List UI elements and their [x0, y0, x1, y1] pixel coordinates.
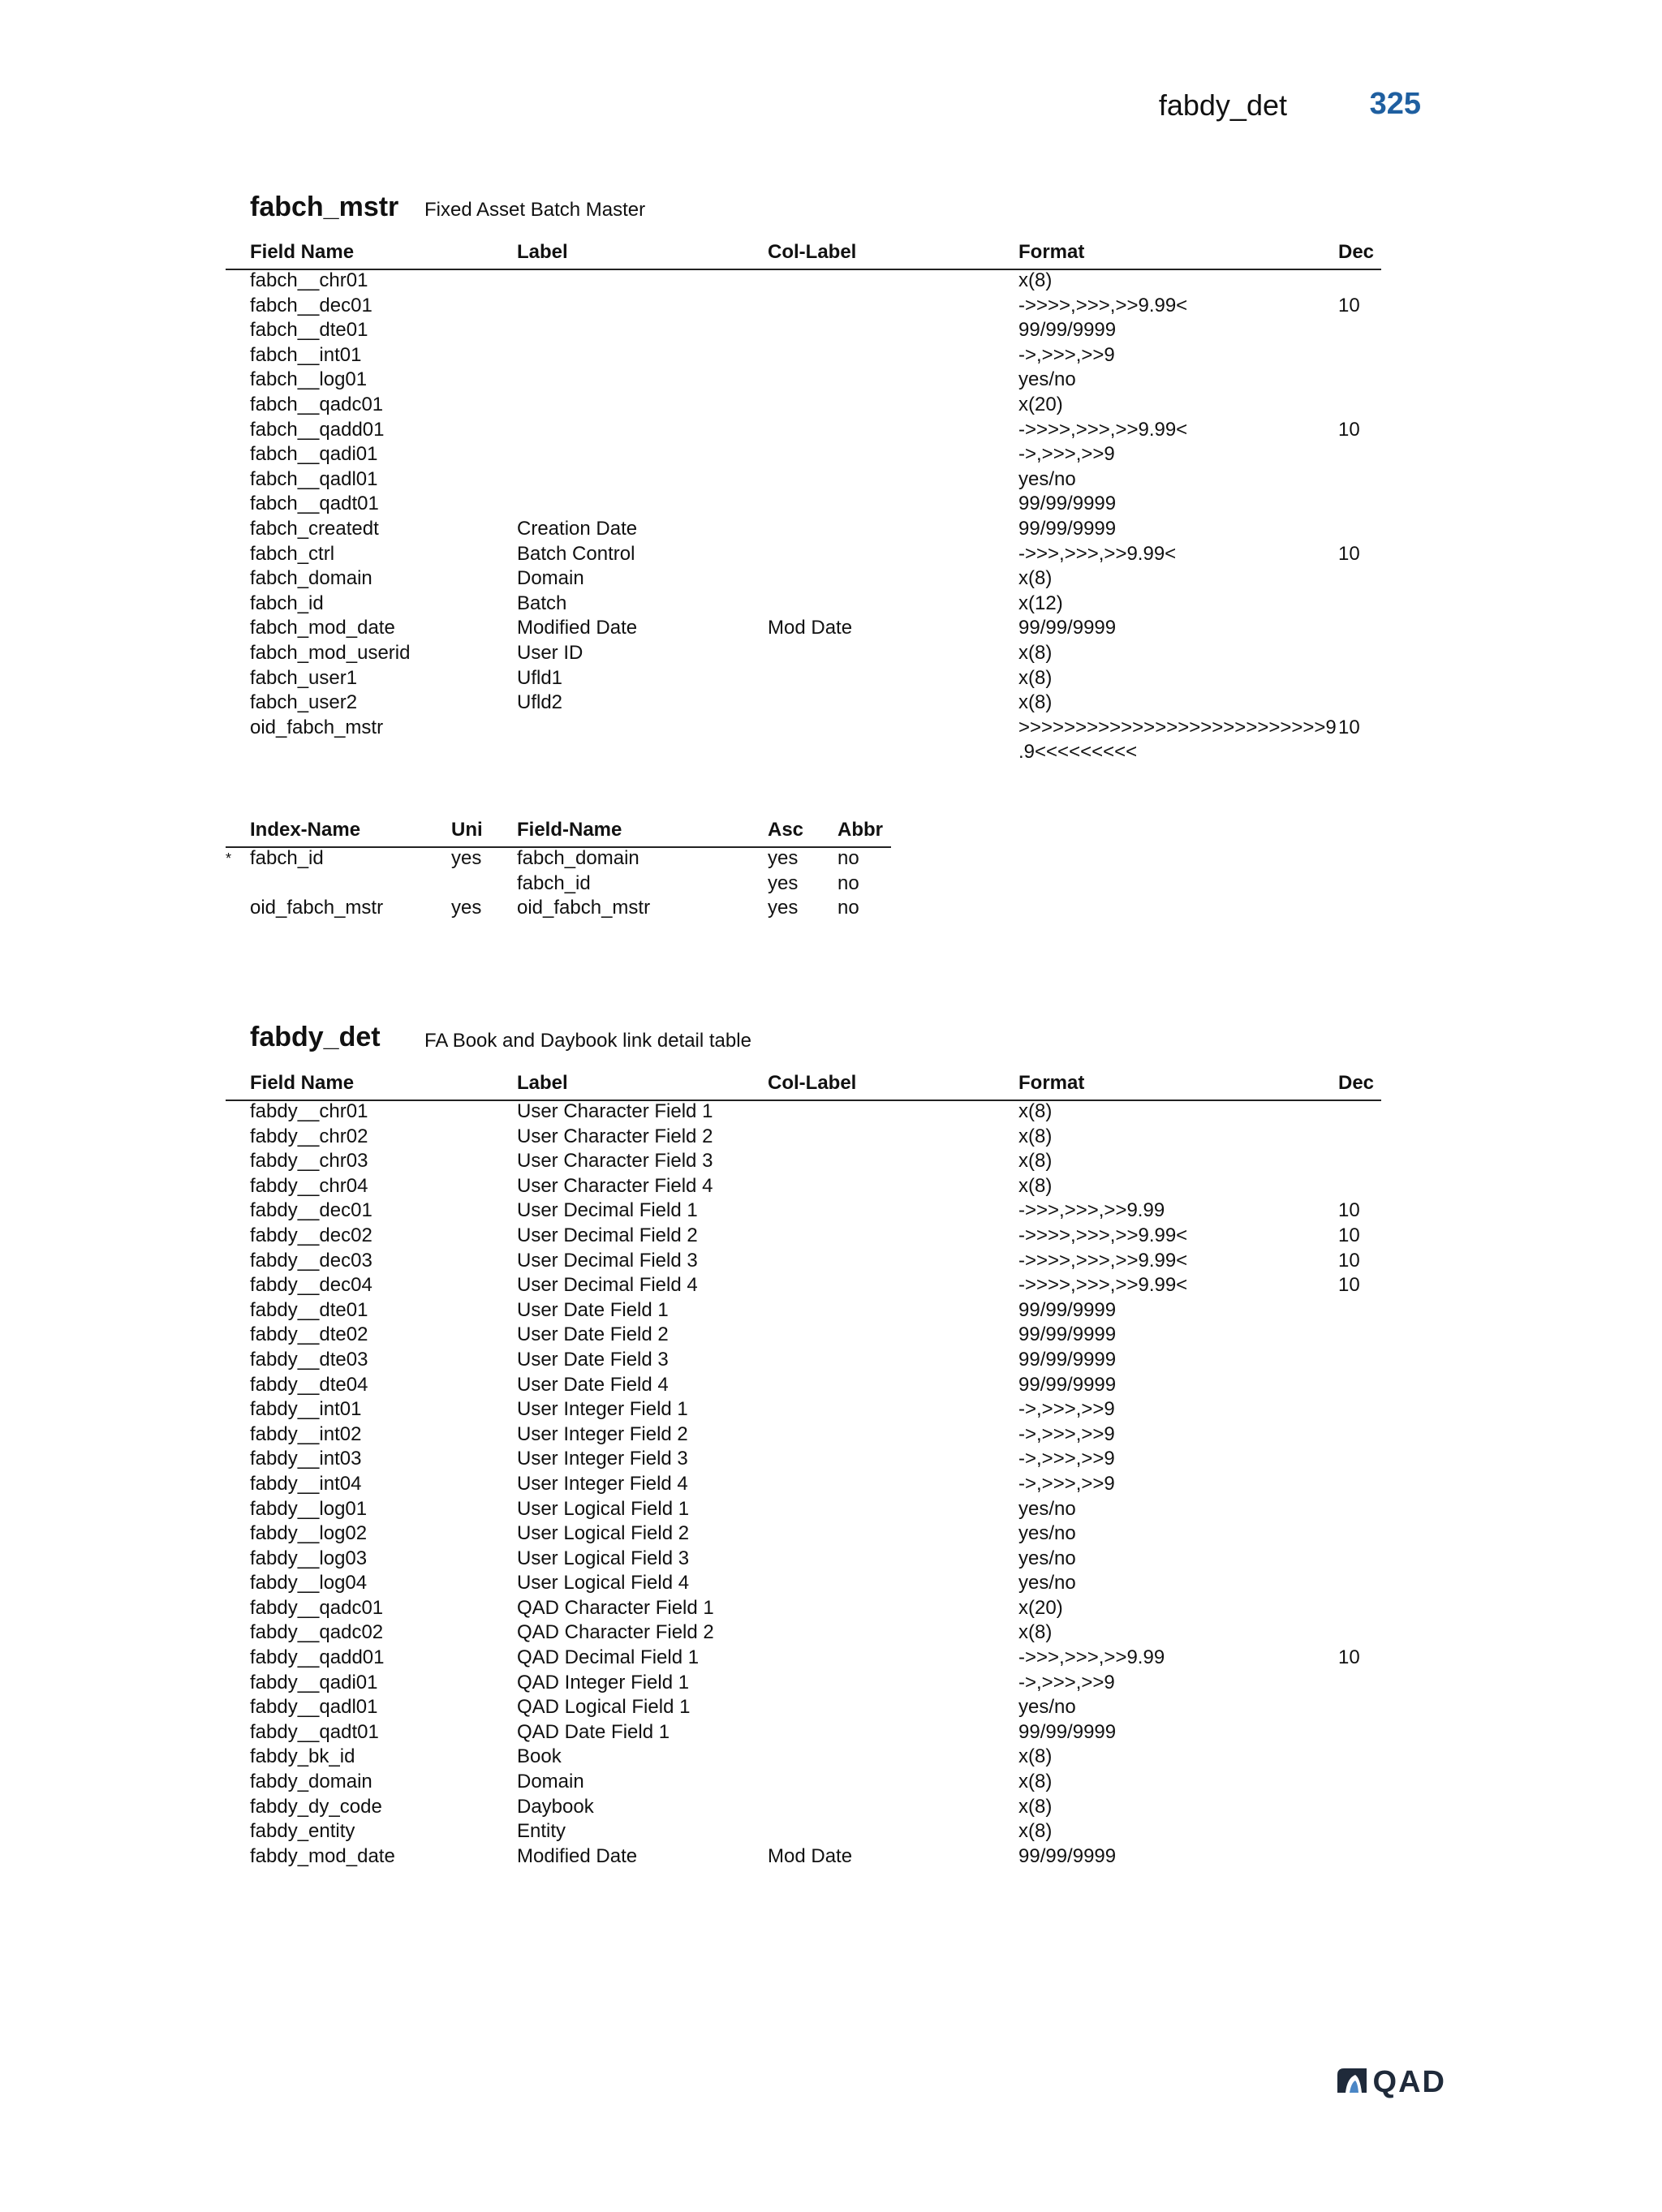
cell-format: x(8)	[1018, 1125, 1053, 1147]
cell-field-name: fabdy_dy_code	[250, 1795, 382, 1818]
table-row	[226, 716, 1381, 765]
cell-field-name: fabdy_mod_date	[250, 1844, 395, 1867]
cell-format: x(8)	[1018, 1795, 1053, 1818]
table-row	[226, 542, 1381, 567]
cell-field-name: fabch__qadi01	[250, 443, 378, 466]
qad-logo-text: QAD	[1372, 2065, 1446, 2099]
table-row	[226, 1199, 1381, 1224]
cell-format: x(8)	[1018, 1174, 1053, 1197]
table-row	[226, 1447, 1381, 1472]
running-header-title: fabdy_det	[1158, 88, 1287, 122]
cell-label: User Integer Field 4	[517, 1472, 688, 1495]
cell-format: x(8)	[1018, 1745, 1053, 1768]
cell-dec: 10	[1338, 418, 1360, 441]
cell-format: 99/99/9999	[1018, 1373, 1117, 1396]
cell-format: ->>>>,>>>,>>9.99<	[1018, 418, 1188, 441]
cell-label: User Decimal Field 3	[517, 1249, 698, 1272]
cell-label: Domain	[517, 1771, 584, 1793]
cell-label: Domain	[517, 567, 584, 590]
cell-label: User Date Field 4	[517, 1373, 669, 1396]
table-row	[226, 1273, 1381, 1298]
table-row	[226, 566, 1381, 592]
cell-field-name: fabdy_bk_id	[250, 1745, 355, 1768]
col-format: Format	[1018, 241, 1085, 263]
cell-label: User Character Field 1	[517, 1100, 713, 1122]
table-row	[226, 1646, 1381, 1671]
col-format: Format	[1018, 1072, 1085, 1094]
fields-table-header	[226, 1072, 1381, 1096]
cell-format: ->,>>>,>>9	[1018, 343, 1115, 366]
col-dec: Dec	[1338, 241, 1375, 263]
cell-label: QAD Integer Field 1	[517, 1671, 690, 1693]
cell-format: ->>>,>>>,>>9.99<	[1018, 542, 1177, 565]
qad-logo-icon	[1336, 2067, 1368, 2098]
cell-field-name: fabch_domain	[250, 567, 372, 590]
cell-format-continued: .9<<<<<<<<<	[1018, 741, 1138, 764]
table-row	[226, 393, 1381, 418]
cell-field-name: fabdy__qadd01	[250, 1646, 385, 1669]
cell-format: x(8)	[1018, 666, 1053, 689]
cell-format: ->,>>>,>>9	[1018, 443, 1115, 466]
cell-field-name: fabdy__log01	[250, 1497, 368, 1520]
cell-label: User Integer Field 1	[517, 1398, 688, 1421]
cell-label: User Date Field 3	[517, 1348, 669, 1371]
table-row	[226, 592, 1381, 617]
col-field-name: Field-Name	[517, 819, 622, 841]
cell-field-name: fabdy__chr03	[250, 1150, 368, 1173]
cell-format: yes/no	[1018, 1572, 1076, 1594]
cell-field-name: fabdy__dte04	[250, 1373, 368, 1396]
cell-label: User Decimal Field 4	[517, 1274, 698, 1297]
table-title-fabdy-det: fabdy_det	[250, 1022, 381, 1052]
cell-col-label: Mod Date	[768, 617, 853, 639]
table-row	[226, 492, 1381, 517]
cell-label: User Integer Field 3	[517, 1448, 688, 1470]
cell-format: 99/99/9999	[1018, 617, 1117, 639]
table-description-fabdy-det: FA Book and Daybook link detail table	[424, 1030, 751, 1052]
table-row	[226, 666, 1381, 691]
table-row	[226, 1819, 1381, 1844]
table-row	[226, 1100, 1381, 1125]
table-row	[226, 1596, 1381, 1621]
cell-field-name: fabch__qadc01	[250, 393, 384, 415]
cell-format: ->,>>>,>>9	[1018, 1472, 1115, 1495]
cell-format: x(8)	[1018, 1621, 1053, 1644]
cell-field-name: fabch__qadt01	[250, 493, 379, 515]
cell-asc: yes	[768, 897, 799, 919]
col-label: Label	[517, 241, 568, 263]
table-row	[226, 1323, 1381, 1348]
cell-format: ->>>>,>>>,>>9.99<	[1018, 1274, 1188, 1297]
cell-format: 99/99/9999	[1018, 1720, 1117, 1743]
cell-label: User Decimal Field 1	[517, 1199, 698, 1222]
cell-index-name: oid_fabch_mstr	[250, 897, 384, 919]
cell-label: User Logical Field 1	[517, 1497, 690, 1520]
table-row	[226, 1422, 1381, 1448]
cell-format: 99/99/9999	[1018, 493, 1117, 515]
cell-format: ->,>>>,>>9	[1018, 1398, 1115, 1421]
col-col-label: Col-Label	[768, 241, 857, 263]
table-row	[226, 1745, 1381, 1770]
cell-index-name: fabch_id	[250, 847, 324, 869]
cell-abbr: no	[837, 871, 859, 894]
table-title-fabch-mstr: fabch_mstr	[250, 192, 399, 222]
cell-field-name: fabdy__int04	[250, 1472, 362, 1495]
cell-format: ->,>>>,>>9	[1018, 1671, 1115, 1693]
cell-field-name: fabdy__qadl01	[250, 1696, 378, 1719]
cell-field-name: fabch__qadd01	[250, 418, 385, 441]
table-row	[226, 1770, 1381, 1795]
cell-format: x(12)	[1018, 592, 1063, 614]
cell-field-name: fabch__chr01	[250, 269, 368, 291]
cell-field-name: fabdy__int01	[250, 1398, 362, 1421]
fields-table-fabdy-det	[226, 1072, 1381, 1866]
cell-dec: 10	[1338, 294, 1360, 316]
cell-field-name: fabch__dec01	[250, 294, 372, 316]
col-dec: Dec	[1338, 1072, 1375, 1094]
cell-format: x(8)	[1018, 691, 1053, 714]
index-table-body	[226, 846, 891, 921]
fields-table-fabch-mstr	[226, 241, 1381, 762]
cell-field-name: fabdy__log03	[250, 1547, 368, 1569]
cell-field-name: fabch_user1	[250, 666, 358, 689]
table-row	[226, 1224, 1381, 1249]
cell-format: x(8)	[1018, 641, 1053, 664]
cell-label: User Logical Field 2	[517, 1522, 690, 1545]
cell-dec: 10	[1338, 1274, 1360, 1297]
cell-format: x(20)	[1018, 1596, 1063, 1619]
table-row	[226, 1795, 1381, 1820]
cell-field-name: fabdy_domain	[250, 1771, 372, 1793]
cell-dec: 10	[1338, 542, 1360, 565]
cell-dec: 10	[1338, 1224, 1360, 1246]
table-row	[226, 1125, 1381, 1150]
cell-field-name: fabdy__chr01	[250, 1100, 368, 1122]
table-row	[226, 1348, 1381, 1373]
cell-label: User Character Field 3	[517, 1150, 713, 1173]
cell-format: yes/no	[1018, 368, 1076, 391]
table-row	[226, 1720, 1381, 1745]
table-row	[226, 641, 1381, 666]
index-row	[226, 846, 891, 871]
index-table-header	[226, 819, 891, 843]
col-index-name: Index-Name	[250, 819, 361, 841]
col-label: Label	[517, 1072, 568, 1094]
cell-format: yes/no	[1018, 1522, 1076, 1545]
cell-label: User Character Field 2	[517, 1125, 713, 1147]
cell-format: x(8)	[1018, 1150, 1053, 1173]
cell-format: yes/no	[1018, 1497, 1076, 1520]
col-uni: Uni	[451, 819, 483, 841]
cell-label: Daybook	[517, 1795, 594, 1818]
cell-format: ->>>>,>>>,>>9.99<	[1018, 1224, 1188, 1246]
cell-asc: yes	[768, 847, 799, 869]
cell-format: x(8)	[1018, 269, 1053, 291]
cell-field-name: fabdy__qadc01	[250, 1596, 384, 1619]
table-row	[226, 1149, 1381, 1174]
cell-format: ->>>,>>>,>>9.99	[1018, 1199, 1165, 1222]
cell-field-name: fabdy__chr02	[250, 1125, 368, 1147]
cell-field-name: fabch__dte01	[250, 319, 368, 342]
cell-field-name: fabch_user2	[250, 691, 358, 714]
cell-field-name: oid_fabch_mstr	[250, 716, 384, 738]
cell-dec: 10	[1338, 716, 1360, 738]
table-row	[226, 467, 1381, 493]
table-row	[226, 517, 1381, 542]
cell-label: Batch Control	[517, 542, 635, 565]
table-row	[226, 343, 1381, 368]
cell-uni: yes	[451, 847, 482, 869]
fields-table-body	[226, 269, 1381, 765]
table-row	[226, 442, 1381, 467]
cell-label: Modified Date	[517, 617, 638, 639]
col-asc: Asc	[768, 819, 804, 841]
cell-field-name: fabdy__int03	[250, 1448, 362, 1470]
table-row	[226, 1174, 1381, 1199]
cell-field-name: fabdy__dte03	[250, 1348, 368, 1371]
table-row	[226, 269, 1381, 294]
col-field-name: Field Name	[250, 1072, 355, 1094]
cell-field-name: fabch__log01	[250, 368, 368, 391]
cell-label: User Decimal Field 2	[517, 1224, 698, 1246]
cell-label: Ufld1	[517, 666, 563, 689]
table-row	[226, 1249, 1381, 1274]
cell-label: QAD Character Field 2	[517, 1621, 714, 1644]
table-row	[226, 1472, 1381, 1497]
cell-format: x(8)	[1018, 567, 1053, 590]
qad-logo	[1336, 2065, 1446, 2100]
cell-format: 99/99/9999	[1018, 1348, 1117, 1371]
table-row	[226, 1571, 1381, 1596]
cell-label: Creation Date	[517, 517, 638, 540]
cell-field-name: fabdy_entity	[250, 1820, 355, 1843]
cell-label: User Integer Field 2	[517, 1422, 688, 1445]
cell-format: x(20)	[1018, 393, 1063, 415]
cell-field-name: fabch__int01	[250, 343, 362, 366]
cell-format: ->>>>,>>>,>>9.99<	[1018, 1249, 1188, 1272]
cell-field-name: fabdy__int02	[250, 1422, 362, 1445]
fields-table-body	[226, 1100, 1381, 1869]
cell-field-name: fabdy__log04	[250, 1572, 368, 1594]
cell-label: QAD Logical Field 1	[517, 1696, 691, 1719]
table-row	[226, 691, 1381, 716]
index-row	[226, 896, 891, 921]
table-row	[226, 1671, 1381, 1696]
col-col-label: Col-Label	[768, 1072, 857, 1094]
index-row	[226, 871, 891, 897]
cell-label: User ID	[517, 641, 583, 664]
table-row	[226, 1497, 1381, 1522]
cell-format: ->>>,>>>,>>9.99	[1018, 1646, 1165, 1669]
cell-abbr: no	[837, 897, 859, 919]
cell-label: Ufld2	[517, 691, 563, 714]
cell-format: ->,>>>,>>9	[1018, 1422, 1115, 1445]
table-row	[226, 1397, 1381, 1422]
cell-format: 99/99/9999	[1018, 517, 1117, 540]
table-row	[226, 368, 1381, 393]
cell-uni: yes	[451, 897, 482, 919]
primary-index-marker: *	[226, 850, 232, 867]
table-row	[226, 616, 1381, 641]
cell-format: 99/99/9999	[1018, 1844, 1117, 1867]
cell-format: x(8)	[1018, 1771, 1053, 1793]
table-row	[226, 294, 1381, 319]
cell-label: Book	[517, 1745, 562, 1768]
index-table-fabch-mstr	[226, 819, 891, 918]
cell-label: User Date Field 2	[517, 1323, 669, 1346]
fields-table-header	[226, 241, 1381, 265]
cell-label: User Logical Field 3	[517, 1547, 690, 1569]
cell-abbr: no	[837, 847, 859, 869]
cell-format: 99/99/9999	[1018, 319, 1117, 342]
cell-format: 99/99/9999	[1018, 1298, 1117, 1321]
cell-label: User Logical Field 4	[517, 1572, 690, 1594]
cell-field-name: fabdy__qadc02	[250, 1621, 384, 1644]
cell-format: x(8)	[1018, 1100, 1053, 1122]
table-row	[226, 1695, 1381, 1720]
cell-label: Modified Date	[517, 1844, 638, 1867]
cell-field-name: fabch_domain	[517, 847, 639, 869]
cell-field-name: fabch_ctrl	[250, 542, 335, 565]
table-row	[226, 318, 1381, 343]
cell-field-name: fabch__qadl01	[250, 467, 378, 490]
cell-field-name: fabdy__dec02	[250, 1224, 372, 1246]
table-row	[226, 1620, 1381, 1646]
cell-label: Entity	[517, 1820, 566, 1843]
cell-field-name: fabch_id	[250, 592, 324, 614]
cell-label: User Date Field 1	[517, 1298, 669, 1321]
cell-field-name: fabdy__log02	[250, 1522, 368, 1545]
table-row	[226, 1547, 1381, 1572]
page-number: 325	[1369, 87, 1421, 121]
cell-dec: 10	[1338, 1199, 1360, 1222]
cell-format: ->,>>>,>>9	[1018, 1448, 1115, 1470]
cell-col-label: Mod Date	[768, 1844, 853, 1867]
cell-format: >>>>>>>>>>>>>>>>>>>>>>>>>>>9	[1018, 716, 1337, 738]
cell-field-name: fabch_mod_userid	[250, 641, 411, 664]
cell-label: User Character Field 4	[517, 1174, 713, 1197]
cell-format: yes/no	[1018, 1696, 1076, 1719]
cell-format: ->>>>,>>>,>>9.99<	[1018, 294, 1188, 316]
table-row	[226, 1844, 1381, 1870]
table-description-fabch-mstr: Fixed Asset Batch Master	[424, 199, 646, 221]
cell-field-name: fabdy__qadi01	[250, 1671, 378, 1693]
cell-field-name: fabch_mod_date	[250, 617, 395, 639]
cell-format: yes/no	[1018, 467, 1076, 490]
cell-label: Batch	[517, 592, 567, 614]
cell-dec: 10	[1338, 1249, 1360, 1272]
cell-field-name: fabdy__dte01	[250, 1298, 368, 1321]
cell-field-name: oid_fabch_mstr	[517, 897, 651, 919]
cell-field-name: fabch_createdt	[250, 517, 379, 540]
cell-label: QAD Date Field 1	[517, 1720, 670, 1743]
cell-field-name: fabdy__dte02	[250, 1323, 368, 1346]
cell-field-name: fabdy__qadt01	[250, 1720, 379, 1743]
col-abbr: Abbr	[837, 819, 883, 841]
cell-dec: 10	[1338, 1646, 1360, 1669]
cell-format: 99/99/9999	[1018, 1323, 1117, 1346]
col-field-name: Field Name	[250, 241, 355, 263]
cell-asc: yes	[768, 871, 799, 894]
cell-field-name: fabdy__chr04	[250, 1174, 368, 1197]
table-row	[226, 1373, 1381, 1398]
cell-field-name: fabdy__dec03	[250, 1249, 372, 1272]
table-row	[226, 1298, 1381, 1323]
cell-field-name: fabdy__dec04	[250, 1274, 372, 1297]
table-row	[226, 1521, 1381, 1547]
cell-field-name: fabch_id	[517, 871, 591, 894]
cell-label: QAD Character Field 1	[517, 1596, 714, 1619]
cell-format: x(8)	[1018, 1820, 1053, 1843]
cell-label: QAD Decimal Field 1	[517, 1646, 700, 1669]
cell-format: yes/no	[1018, 1547, 1076, 1569]
table-row	[226, 418, 1381, 443]
cell-field-name: fabdy__dec01	[250, 1199, 372, 1222]
